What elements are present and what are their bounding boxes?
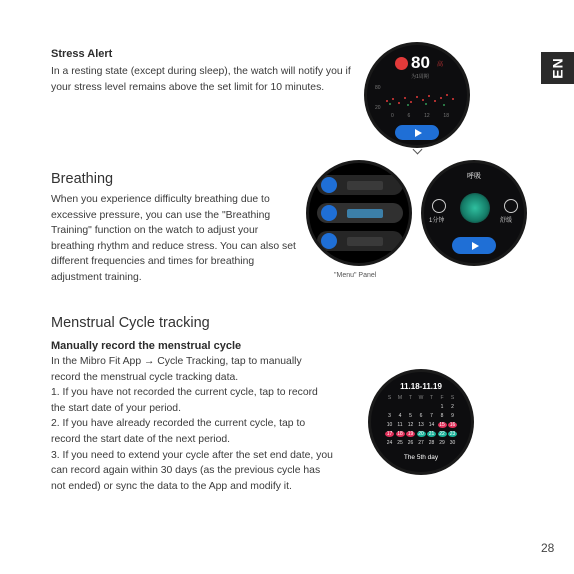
menstrual-body <box>51 354 333 494</box>
stress-chart <box>383 85 463 113</box>
stress-y-label-top: 80 <box>375 85 381 91</box>
app-icon <box>321 177 337 193</box>
calendar-week: 1 2 <box>440 403 454 410</box>
calendar-weekdays: S M T W T F S <box>387 394 455 401</box>
breathing-app-icon <box>321 205 337 221</box>
settings-sliders-icon <box>504 199 518 213</box>
stress-x-label: 12 <box>424 113 430 119</box>
calendar-range: 11.18-11.19 <box>400 382 442 391</box>
menstrual-paragraph: In the Mibro Fit App → Cycle Tracking, tap to manually record the menstrual cycle tracking data. <box>51 356 302 383</box>
stress-value: 80 <box>411 53 430 72</box>
breathing-flower-icon <box>460 193 490 223</box>
menu-row-label <box>347 181 383 190</box>
menstrual-step: 1. If you have not recorded the current cycle, tap to record the start date of your period. <box>51 387 318 414</box>
menstrual-step: 3. If you need to extend your cycle after the set end date, you can record again within 30 days (as the previous cycle has not ended) or sync the data to the App and modify it. <box>51 449 333 492</box>
breathing-play-button <box>452 237 496 254</box>
menstrual-subtitle: Manually record the menstrual cycle <box>51 340 242 352</box>
calendar-week: 10 11 12 13 14 15 16 <box>386 421 456 428</box>
breathing-watch-image <box>424 163 524 263</box>
menstrual-title: Menstrual Cycle tracking <box>51 315 210 331</box>
stress-y-label-bottom: 20 <box>375 105 381 111</box>
calendar-grid <box>385 393 457 447</box>
stress-x-label: 18 <box>443 113 449 119</box>
breathing-title: Breathing <box>51 171 114 187</box>
calendar-footer: The 5th day <box>403 454 439 461</box>
calendar-week: 24 25 26 27 28 29 30 <box>386 439 456 446</box>
stress-watch-image <box>367 45 467 145</box>
stress-play-button <box>395 125 439 140</box>
menu-row-label <box>347 209 383 218</box>
stress-alert-title: Stress Alert <box>51 48 113 60</box>
stress-subtitle: 为1周期 <box>411 74 429 80</box>
timer-icon <box>432 199 446 213</box>
breathing-mode: 舒缓 <box>500 218 513 224</box>
menu-row <box>317 175 403 195</box>
app-icon <box>321 233 337 249</box>
breathing-duration: 1分钟 <box>429 218 445 224</box>
menu-row-breathing <box>317 203 403 223</box>
stress-alert-body: In a resting state (except during sleep), the watch will notify you if your stress level remains above the set limit for 10 minutes. <box>51 66 351 93</box>
stress-x-label: 0 <box>391 113 394 119</box>
language-label: EN <box>549 57 566 79</box>
language-tab <box>541 52 574 84</box>
page-number: 28 <box>541 541 555 555</box>
stress-x-axis <box>391 113 449 119</box>
stress-heart-icon <box>395 57 408 70</box>
calendar-week: 17 18 19 20 21 22 23 <box>386 430 456 437</box>
menu-panel-caption: "Menu" Panel <box>334 272 377 279</box>
stress-x-label: 6 <box>407 113 411 119</box>
menu-panel-watch-image <box>309 163 409 263</box>
calendar-week: 3 4 5 6 7 8 9 <box>388 412 454 419</box>
calendar-watch-image <box>371 372 471 472</box>
menu-row-label <box>347 237 383 246</box>
breathing-body: When you experience difficulty breathing due to excessive pressure, you can use the "Breathing Training" function on the watch to adjust your breathing rhythm and reduce stress. You can also set different frequencies and times for breathing adjustment training. <box>51 194 296 283</box>
stress-level: 高 <box>437 62 444 68</box>
menstrual-step: 2. If you have already recorded the current cycle, tap to record the start date of the next period. <box>51 418 306 445</box>
chevron-down-icon <box>413 145 423 155</box>
menu-row <box>317 231 403 251</box>
breathing-watch-title: 呼吸 <box>467 173 481 180</box>
